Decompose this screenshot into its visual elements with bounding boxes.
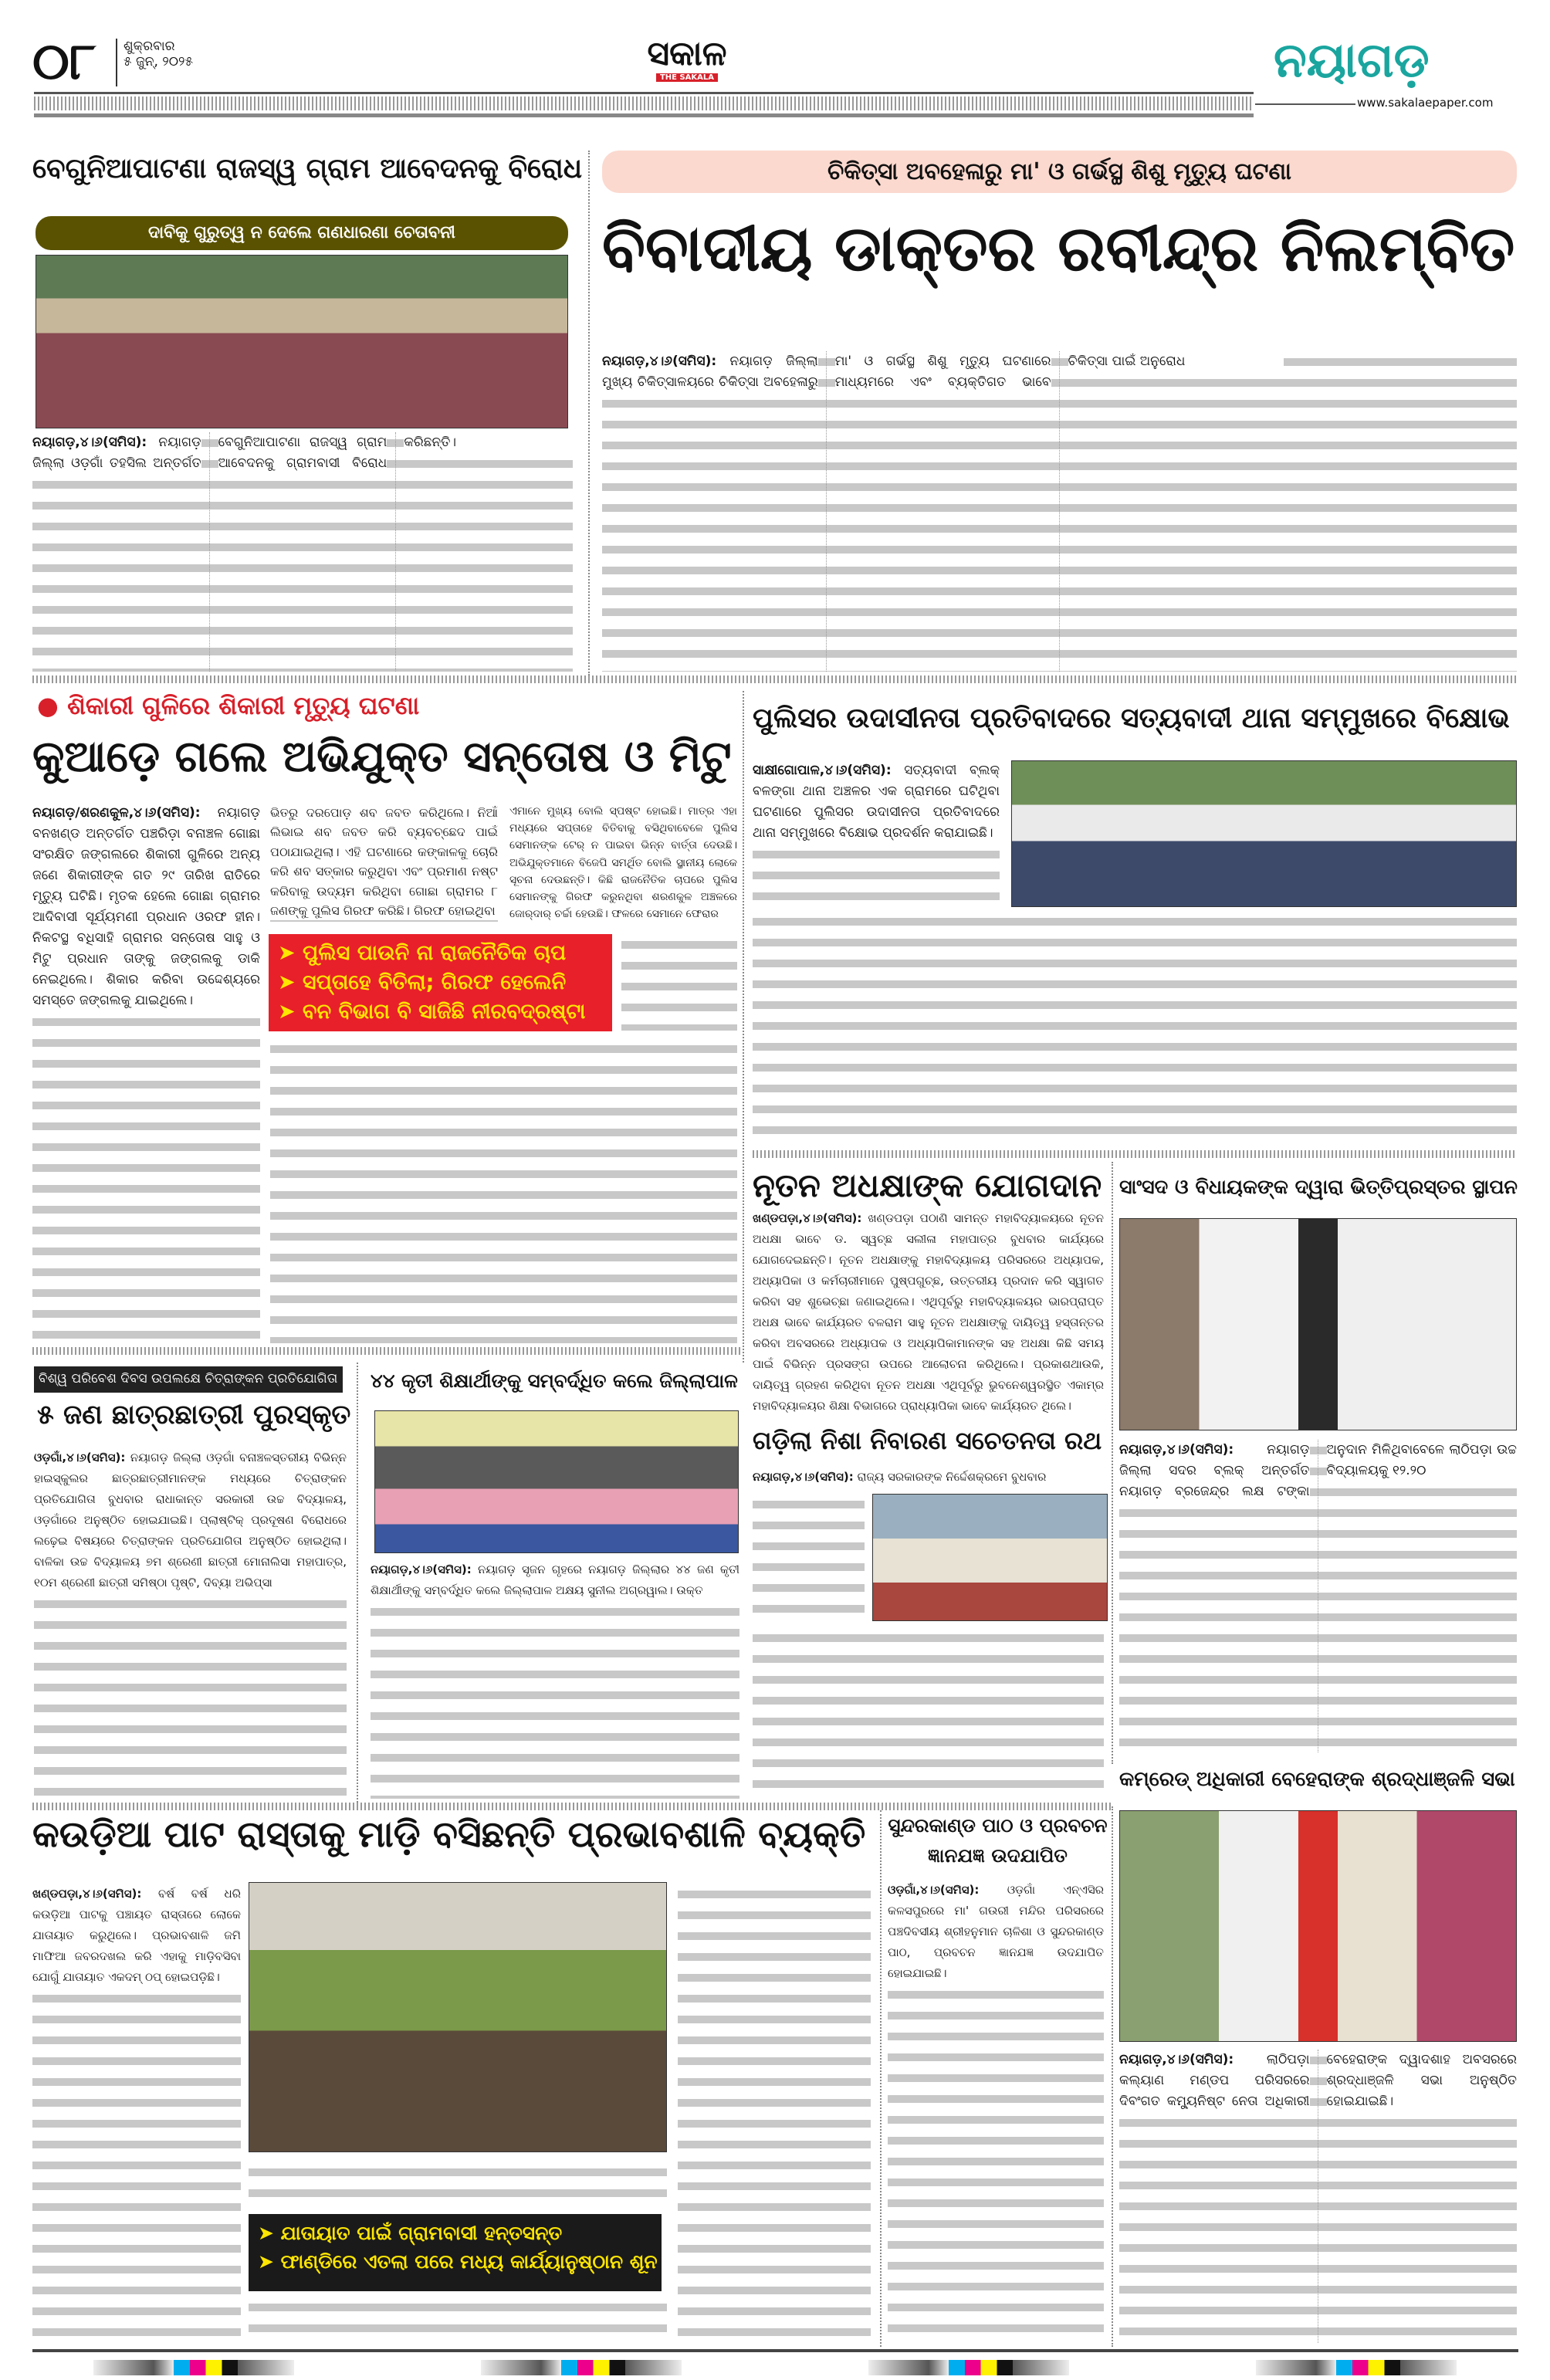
headline-hunter: କୁଆଡ଼େ ଗଲେ ଅଭିଯୁକ୍ତ ସନ୍ତୋଷ ଓ ମିଟୁ: [32, 732, 732, 782]
section-divider: [32, 1803, 1113, 1810]
headline-foundation: ସାଂସଦ ଓ ବିଧାୟକଙ୍କ ଦ୍ୱାରା ଭିତ୍ତିପ୍ରସ୍ତର ସ୍ଥାପନ: [1119, 1176, 1518, 1199]
article-body-hunter-col2: ଭିତରୁ ଦରପୋଡ଼ ଶବ ଜବତ କରିଥିଲେ। ନିଆଁ ଲିଭାଇ ଶବ ଜବତ କରି ବ୍ୟବଚ୍ଛେଦ ପାଇଁ ପଠାଯାଇଥିଲା। ଏହି ଘଟଣାରେ କଙ୍କାଳକୁ ଚୋରି କରି ଶବ ସତ୍କାର କରୁଥିବା ଏବଂ ପ୍ରମାଣ ନଷ୍ଟ କରିବାକୁ ଉଦ୍ୟମ କରିଥିବା ଗୋଛା ଗ୍ରାମର ୮ ଜଣଙ୍କୁ ପୁଲିସ ଗିରଫ କରିଛି। ଗିରଫ ହୋଇଥିବା: [270, 803, 498, 930]
highlight-box-hunter: [269, 934, 612, 1031]
photo-villagers-road: [249, 1882, 667, 2152]
section-title: ନୟାଗଡ଼: [1274, 32, 1430, 88]
article-body-begunia: ନୟାଗଡ଼,୪।୬(ସମିସ): ନୟାଗଡ଼ ଜିଲ୍ଲା ଓଡ଼ଗାଁ ତହସିଲ ଅନ୍ତର୍ଗତ ବେଗୁନିଆପାଟଣା ରାଜସ୍ୱ ଗ୍ରାମ ଆବେଦନକୁ ଗ୍ରାମବାସୀ ବିରୋଧ କରିଛନ୍ତି।: [32, 432, 573, 672]
highlight-box-road: [249, 2214, 662, 2291]
headline-road: କଉଡ଼ିଆ ପାଟ ରାସ୍ତାକୁ ମାଡ଼ି ବସିଛନ୍ତି ପ୍ରଭାବଶାଳି ବ୍ୟକ୍ତି: [32, 1813, 866, 1856]
section-divider: [32, 675, 1518, 683]
article-body-sundarkand: ଓଡ଼ଗାଁ,୪।୬(ସମିସ): ଓଡ଼ଗାଁ ଏନ୍‌ଏସିର କଳସପୁରରେ ମା' ଗଉରୀ ମନ୍ଦିର ପରିସରରେ ପଞ୍ଚଦିବସୀୟ ଶ୍ରୀହନୁମାନ ଚାଳିଶା ଓ ସୁନ୍ଦରକାଣ୍ଡ ପାଠ, ପ୍ରବଚନ ଜ୍ଞାନଯଜ୍ଞ ଉଦଯାପିତ ହୋଇଯାଇଛି।: [888, 1880, 1104, 2343]
photo-meritorious-students: [374, 1410, 739, 1553]
article-body-road-mid: [249, 2162, 667, 2208]
highlight-item: ➤ ଯାତାୟାତ ପାଇଁ ଗ୍ରାମବାସୀ ହନ୍ତସନ୍ତ: [258, 2222, 563, 2244]
highlight-item: ➤ ସପ୍ତାହେ ବିତିଲା; ଗିରଫ ହେଲେନି: [278, 970, 567, 994]
newspaper-logo[interactable]: ସକାଳ THE SAKALA: [647, 34, 727, 82]
article-body-hunter-col3: ଏମାନେ ମୁଖ୍ୟ ବୋଲି ସ୍ପଷ୍ଟ ହୋଇଛି। ମାତ୍ର ଏହା ମଧ୍ୟରେ ସପ୍ତାହେ ବିତିବାକୁ ବସିଥିବାବେଳେ ପୁଲିସ ସେମାନଙ୍କ ଟେର୍ ନ ପାଇବା ଭିନ୍ନ ବାର୍ତ୍ତା ଦେଉଛି। ଅଭିଯୁକ୍ତମାନେ ବିଜେପି ସମର୍ଥିତ ବୋଲି ସ୍ଥାନୀୟ ଲୋକେ ସୂଚନା ଦେଉଛନ୍ତି। କିଛି ରାଜନୈତିକ ଚାପରେ ପୁଲିସ ସେମାନଙ୍କୁ ଗିରଫ କରୁନଥିବା ଶରଣକୁଳ ଅଞ୍ଚଳରେ ଜୋର୍‌ଦାର୍ ଚର୍ଚ୍ଚା ହେଉଛି। ଫଳରେ ସେମାନେ ଫେରାର: [509, 803, 737, 930]
arrow-icon: ➤: [258, 2222, 274, 2244]
subhead-begunia: ଦାବିକୁ ଗୁରୁତ୍ୱ ନ ଦେଲେ ଗଣଧାରଣା ଚେତାବନୀ: [36, 216, 568, 250]
section-divider: [753, 1150, 1517, 1158]
headline-students: ୪୪ କୃତୀ ଶିକ୍ଷାର୍ଥୀଙ୍କୁ ସମ୍ବର୍ଦ୍ଧିତ କଲେ ଜିଲ୍ଲାପାଳ: [371, 1369, 738, 1392]
photo-police-station-protest: [1011, 760, 1517, 907]
header-rule: [34, 92, 1254, 94]
red-bullet-icon: ●: [37, 691, 59, 720]
header-barcode-rule: [34, 96, 1254, 110]
column-divider: [880, 1810, 882, 2347]
article-body-road-col1: ଖଣ୍ଡପଡ଼ା,୪।୬(ସମିସ): ବର୍ଷ ବର୍ଷ ଧରି କଉଡ଼ିଆ ପାଟକୁ ପଞ୍ଚାୟତ ରାସ୍ତାରେ ଲୋକେ ଯାତାୟାତ କରୁଥିଲେ। ପ୍ରଭାବଶାଳି ଜମି ମାଫିଆ ଜବରଦଖଲ କରି ଏହାକୁ ମାଡ଼ିବସିବା ଯୋଗୁଁ ଯାତାୟାତ ଏକଦମ୍ ଠପ୍ ହୋଇପଡ଼ିଛି।: [32, 1884, 241, 2343]
headline-sundarkand: ସୁନ୍ଦରକାଣ୍ଡ ପାଠ ଓ ପ୍ରବଚନ ଜ୍ଞାନଯଜ୍ଞ ଉଦଯାପିତ: [888, 1814, 1108, 1867]
article-body-hunter-side: [621, 934, 737, 1031]
photo-villagers-protest: [36, 255, 568, 428]
article-body-comrade: ନୟାଗଡ଼,୪।୬(ସମିସ): ଲାଠିପଡ଼ା କଲ୍ୟାଣ ମଣ୍ଡପ ପରିସରରେ ଦିବଂଗତ କମ୍ୟୁନିଷ୍ଟ ନେତା ଅଧିକାରୀ ବେହେରାଙ୍କ ଦ୍ୱାଦଶାହ ଅବସରରେ ଶ୍ରଦ୍ଧାଞ୍ଜଳି ସଭା ଅନୁଷ୍ଠିତ ହୋଇଯାଇଛି।: [1119, 2050, 1517, 2343]
column-divider: [743, 691, 744, 1363]
page-number: ୦୮: [32, 32, 96, 91]
section-divider: [32, 1347, 743, 1355]
article-body-drawing: ଓଡ଼ଗାଁ,୪।୬(ସମିସ): ନୟାଗଡ଼ ଜିଲ୍ଲା ଓଡ଼ଗାଁ ବନାଞ୍ଚଳସ୍ତରୀୟ ବିଭିନ୍ନ ହାଇସ୍କୁଲର ଛାତ୍ରଛାତ୍ରୀମାନଙ୍କ ମଧ୍ୟରେ ଚିତ୍ରାଙ୍କନ ପ୍ରତିଯୋଗିତା ବୁଧବାର ରାଧାକାନ୍ତ ସରକାରୀ ଉଚ୍ଚ ବିଦ୍ୟାଳୟ, ଓଡ଼ଗାଁରେ ଅନୁଷ୍ଠିତ ହୋଇଯାଇଛି। ପ୍ଲାଷ୍ଟିକ୍ ପ୍ରଦୂଷଣ ବିରୋଧରେ ଲଢ଼େଇ ବିଷୟରେ ଚିତ୍ରାଙ୍କନ ପ୍ରତିଯୋଗିତା ଅନୁଷ୍ଠିତ ହୋଇଥିଲା। ବାଳିକା ଉଚ୍ଚ ବିଦ୍ୟାଳୟ ୭ମ ଶ୍ରେଣୀ ଛାତ୍ରୀ ମୋନାଲିସା ମହାପାତ୍ର, ୧୦ମ ଶ୍ରେଣୀ ଛାତ୍ରୀ ସମିଷ୍ଠା ପୃଷ୍ଟି, ଦିବ୍ୟା ଅଭିପ୍ସା: [34, 1447, 347, 1799]
article-body-principal: ଖଣ୍ଡପଡ଼ା,୪।୬(ସମିସ): ଖଣ୍ଡପଡ଼ା ପଠାଣି ସାମନ୍ତ ମହାବିଦ୍ୟାଳୟରେ ନୂତନ ଅଧକ୍ଷା ଭାବେ ଡ. ସ୍ୱଚ୍ଛ ସଲୀଳା ମହାପାତ୍ର ବୁଧବାର କାର୍ଯ୍ୟରେ ଯୋଗଦେଇଛନ୍ତି। ନୂତନ ଅଧକ୍ଷାଙ୍କୁ ମହାବିଦ୍ୟାଳୟ ପରିସରରେ ଅଧ୍ୟାପକ, ଅଧ୍ୟାପିକା ଓ କର୍ମଚାରୀମାନେ ପୁଷ୍ପଗୁଚ୍ଛ, ଉତ୍ତରୀୟ ପ୍ରଦାନ କରି ସ୍ୱାଗତ କରିବା ସହ ଶୁଭେଚ୍ଛା ଜଣାଇଥିଲେ। ଏଥିପୂର୍ବରୁ ମହାବିଦ୍ୟାଳୟର ଭାରପ୍ରାପ୍ତ ଅଧକ୍ଷ ଭାବେ କାର୍ଯ୍ୟରତ ବଳରାମ ସାହୁ ନୂତନ ଅଧକ୍ଷାଙ୍କୁ ଦାୟିତ୍ୱ ହସ୍ତାନ୍ତର କରିବା ଅବସରରେ ଅଧ୍ୟାପକ ଓ ଅଧ୍ୟାପିକାମାନଙ୍କ ସହ ଅଧକ୍ଷା କିଛି ସମୟ ପାଇଁ ବିଭିନ୍ନ ପ୍ରସଙ୍ଗ ଉପରେ ଆଲୋଚନା କରିଥିଲେ। ପ୍ରକାଶଥାଉକି, ଦାୟିତ୍ୱ ଗ୍ରହଣ କରିଥିବା ନୂତନ ଅଧକ୍ଷା ଏଥିପୂର୍ବରୁ ଭୁବନେଶ୍ୱରସ୍ଥିତ ଏକାମ୍ର ମହାବିଦ୍ୟାଳୟର ଶିକ୍ଷା ବିଭାଗରେ ପ୍ରାଧ୍ୟାପିକା ଭାବେ କାର୍ଯ୍ୟରତ ଥିଲେ।: [753, 1208, 1104, 1417]
photo-awareness-rath: [872, 1494, 1108, 1621]
arrow-icon: ➤: [278, 970, 296, 994]
highlight-item: ➤ ବନ ବିଭାଗ ବି ସାଜିଛି ନୀରବଦ୍ରଷ୍ଟା: [278, 1000, 586, 1024]
headline-police: ପୁଲିସର ଉଦାସୀନତା ପ୍ରତିବାଦରେ ସତ୍ୟବାଦୀ ଥାନା ସମ୍ମୁଖରେ ବିକ୍ଷୋଭ: [753, 702, 1510, 734]
article-body-police-top: ସାକ୍ଷୀଗୋପାଳ,୪।୬(ସମିସ): ସତ୍ୟବାଦୀ ବ୍ଲକ୍ ବଳଙ୍ଗା ଥାନା ଅଞ୍ଚଳର ଏକ ଗ୍ରାମରେ ଘଟିଥିବା ଘଟଣାରେ ପୁଲିସର ଉଦାସୀନତା ପ୍ରତିବାଦରେ ଥାନା ସମ୍ମୁଖରେ ବିକ୍ଷୋଭ ପ୍ରଦର୍ଶନ କରାଯାଇଛି।: [753, 760, 1000, 907]
article-body-students: ନୟାଗଡ଼,୪।୬(ସମିସ): ନୟାଗଡ଼ ସୃଜନ ଗୃହରେ ନୟାଗଡ଼ ଜିଲ୍ଲାର ୪୪ ଜଣ କୃତୀ ଶିକ୍ଷାର୍ଥୀଙ୍କୁ ସମ୍ବର୍ଦ୍ଧିତ କଲେ ଜିଲ୍ଲାପାଳ ଅକ୍ଷୟ ସୁନୀଲ ଅଗ୍ରୱାଲ। ଉକ୍ତ: [371, 1559, 739, 1799]
headline-begunia: ବେଗୁନିଆପାଟଣା ରାଜସ୍ୱ ଗ୍ରାମ ଆବେଦନକୁ ବିରୋଧ: [32, 153, 583, 185]
column-divider: [588, 151, 590, 675]
article-body-rath: [753, 1627, 1104, 1797]
headline-doctor: ବିବାଦୀୟ ଡାକ୍ତର ରବୀନ୍ଦ୍ର ନିଲମ୍ବିତ: [602, 212, 1515, 286]
headline-comrade: କମ୍ରେଡ୍ ଅଧିକାରୀ ବେହେରାଙ୍କ ଶ୍ରଦ୍ଧାଞ୍ଜଳି ସଭା: [1119, 1768, 1515, 1791]
column-divider: [1112, 1162, 1113, 1764]
article-body-doctor: ନୟାଗଡ଼,୪।୬(ସମିସ): ନୟାଗଡ଼ ଜିଲ୍ଲା ମୁଖ୍ୟ ଚିକିତ୍ସାଳୟରେ ଚିକିତ୍ସା ଅବହେଳାରୁ ମା' ଓ ଗର୍ଭସ୍ଥ ଶିଶୁ ମୃତ୍ୟୁ ଘଟଣାରେ ମାଧ୍ୟମରେ ଏବଂ ବ୍ୟକ୍ତିଗତ ଭାବେ ଚିକିତ୍ସା ପାଇଁ ଅନୁରୋଧ: [602, 351, 1517, 672]
headline-rath: ଗଡ଼ିଲା ନିଶା ନିବାରଣ ସଚେତନତା ରଥ: [753, 1426, 1102, 1455]
article-body-hunter-rest: [270, 1038, 737, 1343]
kicker-drawing: ବିଶ୍ୱ ପରିବେଶ ଦିବସ ଉପଲକ୍ଷେ ଚିତ୍ରାଙ୍କନ ପ୍ରତିଯୋଗିତା: [34, 1366, 343, 1393]
website-link[interactable]: www.sakalaepaper.com: [1357, 96, 1494, 110]
kicker-hunter: ● ଶିକାରୀ ଗୁଳିରେ ଶିକାରୀ ମୃତ୍ୟୁ ଘଟଣା: [37, 691, 420, 720]
header-rule-bottom: [34, 113, 1254, 117]
article-body-road-col4: [678, 1884, 871, 2343]
arrow-icon: ➤: [258, 2250, 274, 2273]
footer-rule: [32, 2349, 1518, 2352]
highlight-item: ➤ ପୁଲିସ ପାଉନି ନା ରାଜନୈତିକ ଚାପ: [278, 941, 567, 965]
column-divider: [357, 1363, 358, 1803]
kicker-doctor: ଚିକିତ୍ସା ଅବହେଳାରୁ ମା' ଓ ଗର୍ଭସ୍ଥ ଶିଶୁ ମୃତ୍ୟୁ ଘଟଣା: [602, 151, 1517, 193]
date: ୫ ଜୁନ୍, ୨୦୨୫: [124, 54, 194, 69]
article-body-rath-top: ନୟାଗଡ଼,୪।୬(ସମିସ): ରାଜ୍ୟ ସରକାରଙ୍କ ନିର୍ଦ୍ଦେଶକ୍ରମେ ବୁଧବାର: [753, 1467, 1104, 1490]
photo-foundation-stone: [1119, 1218, 1517, 1430]
column-divider: [1112, 1806, 1113, 2347]
arrow-icon: ➤: [278, 1000, 296, 1024]
headline-drawing: ୫ ଜଣ ଛାତ୍ରଛାତ୍ରୀ ପୁରସ୍କୃତ: [37, 1400, 351, 1430]
article-body-rath-side: [753, 1494, 865, 1625]
color-registration-marks: [0, 2358, 1550, 2377]
article-body-police: [753, 911, 1517, 1143]
arrow-icon: ➤: [278, 941, 296, 965]
day: ଶୁକ୍ରବାର: [124, 39, 175, 54]
article-body-foundation: ନୟାଗଡ଼,୪।୬(ସମିସ): ନୟାଗଡ଼ ଜିଲ୍ଲା ସଦର ବ୍ଲକ୍ ଅନ୍ତର୍ଗତ ନୟାଗଡ଼ ବ୍ରଜେନ୍ଦ୍ର ଲକ୍ଷ ଟଙ୍କା ଅନୁଦାନ ମିଳିଥିବାବେଳେ ଲାଠିପଡ଼ା ଉଚ୍ଚ ବିଦ୍ୟାଳୟକୁ ୧୨.୨୦: [1119, 1440, 1517, 1752]
date-block: [116, 39, 193, 86]
url-rule: [1255, 103, 1355, 105]
article-body-hunter-col1: ନୟାଗଡ଼/ଶରଣକୁଳ,୪।୬(ସମିସ): ନୟାଗଡ଼ ବନଖଣ୍ଡ ଅନ୍ତର୍ଗତ ପଞ୍ଚରିଡ଼ା ବନାଞ୍ଚଳ ଗୋଛା ସଂରକ୍ଷିତ ଜଙ୍ଗଲରେ ଶିକାରୀ ଗୁଳିରେ ଅନ୍ୟ ଜଣେ ଶିକାରୀଙ୍କ ଗତ ୨୯ ତାରିଖ ରାତିରେ ମୃତ୍ୟୁ ଘଟିଛି। ମୃତକ ହେଲେ ଗୋଛା ଗ୍ରାମର ଆଦିବାସୀ ସୂର୍ଯ୍ୟମଣୀ ପ୍ରଧାନ ଓରଫ ହୀନ। ନିକଟସ୍ଥ ବଧିସାହି ଗ୍ରାମର ସନ୍ତୋଷ ସାହୁ ଓ ମିଟୁ ପ୍ରଧାନ ତାଙ୍କୁ ଜଙ୍ଗଲକୁ ଡାକି ନେଇଥିଲେ। ଶିକାର କରିବା ଉଦ୍ଦେଶ୍ୟରେ ସମସ୍ତେ ଜଙ୍ଗଲକୁ ଯାଇଥିଲେ।: [32, 803, 260, 1343]
headline-principal: ନୂତନ ଅଧକ୍ଷାଙ୍କ ଯୋଗଦାନ: [753, 1166, 1102, 1204]
photo-tribute-meeting: [1119, 1810, 1517, 2042]
article-body-road-bottom: [249, 2297, 667, 2343]
highlight-item: ➤ ଫାଣ୍ଡିରେ ଏତଲା ପରେ ମଧ୍ୟ କାର୍ଯ୍ୟାନୁଷ୍ଠାନ ଶୂନ: [258, 2250, 658, 2273]
